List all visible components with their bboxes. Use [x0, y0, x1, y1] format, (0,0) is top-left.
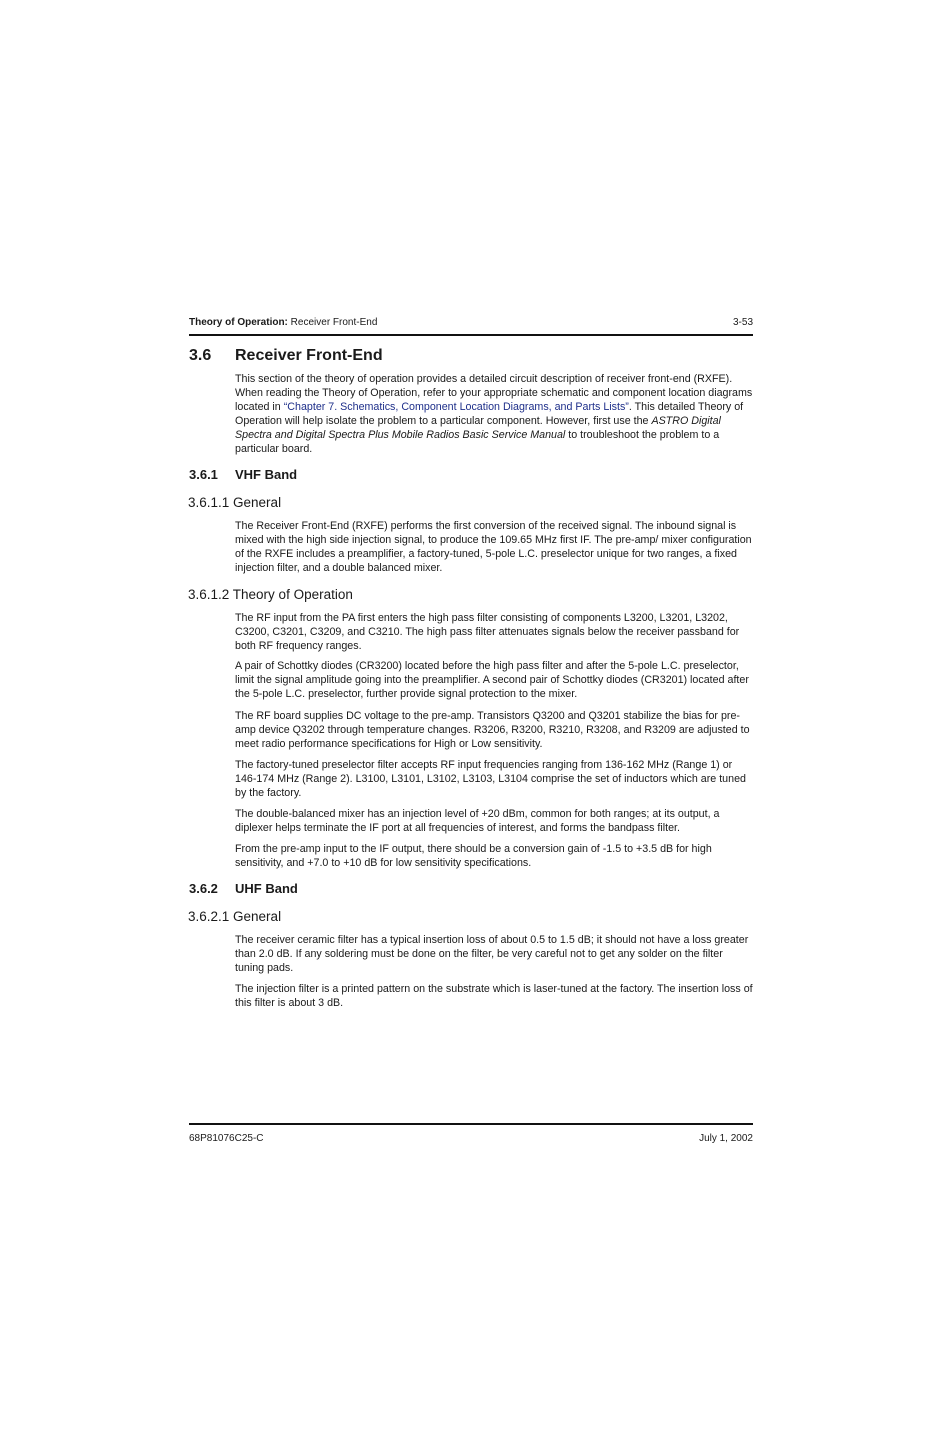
- chapter-7-link[interactable]: “Chapter 7. Schematics, Component Location Diagrams, and Parts Lists”: [283, 401, 629, 413]
- header-rule: [189, 334, 753, 336]
- header-section-title: Receiver Front-End: [287, 317, 378, 328]
- intro-text-3: to troubleshoot the problem to a particular board.: [235, 429, 720, 455]
- vhf-theory-heading: 3.6.1.2 Theory of Operation: [188, 587, 353, 602]
- vhf-theory-paragraph-3: The RF board supplies DC voltage to the pre-amp. Transistors Q3200 and Q3201 stabilize the bias for pre-amp device Q3202 through temperature changes. R3206, R3200, R3210, R3208, and R3209 are adjusted to meet radio performance specifications for High or Low sensitivity.: [235, 710, 750, 750]
- intro-paragraph: [235, 372, 753, 456]
- uhf-title: UHF Band: [235, 881, 298, 896]
- vhf-general-heading: 3.6.1.1 General: [188, 495, 282, 510]
- uhf-general-heading: 3.6.2.1 General: [188, 909, 282, 924]
- vhf-heading: [189, 467, 297, 482]
- header-section-label: Theory of Operation:: [189, 317, 288, 328]
- page-number: 3-53: [732, 317, 753, 328]
- vhf-theory-paragraph-1: The RF input from the PA first enters the high pass filter consisting of components L3200, L3201, L3202, C3200, C3201, C3209, and C3210. The high pass filter attenuates signals below the receiver passband for both RF frequency ranges.: [235, 612, 740, 652]
- footer-rule: [189, 1123, 753, 1125]
- vhf-theory-paragraph-5: The double-balanced mixer has an injection level of +20 dBm, common for both ranges; at its output, a diplexer helps terminate the IF port at all frequencies of interest, and forms the bandpass filter.: [235, 808, 720, 834]
- uhf-general-paragraph-1: The receiver ceramic filter has a typical insertion loss of about 0.5 to 1.5 dB; it should not have a loss greater than 2.0 dB. If any soldering must be done on the filter, be very careful not to get any solder on the filter tuning pads.: [235, 934, 749, 974]
- intro-text-1: This section of the theory of operation provides a detailed circuit description of receiver front-end (RXFE). When reading the Theory of Operation, refer to your appropriate schematic and component location diagrams located in: [235, 373, 753, 413]
- manual-title: ASTRO Digital Spectra and Digital Spectra Plus Mobile Radios Basic Service Manual: [235, 415, 721, 441]
- document-number: 68P81076C25-C: [189, 1133, 264, 1144]
- running-header: [189, 317, 377, 328]
- uhf-heading: [189, 881, 298, 896]
- section-number: 3.6: [189, 347, 212, 364]
- vhf-number: 3.6.1: [189, 467, 218, 482]
- publication-date: July 1, 2002: [699, 1133, 753, 1144]
- vhf-title: VHF Band: [235, 467, 298, 482]
- section-heading: [189, 347, 383, 365]
- section-title: Receiver Front-End: [235, 347, 383, 364]
- uhf-general-paragraph-2: The injection filter is a printed pattern on the substrate which is laser-tuned at the factory. The insertion loss of this filter is about 3 dB.: [235, 983, 753, 1009]
- vhf-theory-paragraph-4: The factory-tuned preselector filter accepts RF input frequencies ranging from 136-162 MHz (Range 1) or 146-174 MHz (Range 2). L3100, L3101, L3102, L3103, L3104 comprise the set of inductors which are tuned by the factory.: [235, 759, 746, 799]
- vhf-theory-paragraph-6: From the pre-amp input to the IF output, there should be a conversion gain of -1.5 to +3.5 dB for high sensitivity, and +7.0 to +10 dB for low sensitivity specifications.: [235, 843, 712, 869]
- uhf-number: 3.6.2: [189, 881, 218, 896]
- vhf-theory-paragraph-2: A pair of Schottky diodes (CR3200) located before the high pass filter and after the 5-pole L.C. preselector, limit the signal amplitude going into the preamplifier. A second pair of Schottky diodes (CR3201) located after the 5-pole L.C. preselector, further provide signal protection to the mixer.: [235, 660, 749, 700]
- vhf-general-paragraph: The Receiver Front-End (RXFE) performs the first conversion of the received signal. The inbound signal is mixed with the high side injection signal, to produce the 109.65 MHz first IF. The pre-amp/ mixer configuration of the RXFE includes a preamplifier, a factory-tuned, 5-pole L.C. preselector unique for two ranges, a fixed injection filter, and a double balanced mixer.: [235, 520, 752, 574]
- intro-text-2: . This detailed Theory of Operation will help isolate the problem to a particular component. However, first use the: [235, 401, 744, 427]
